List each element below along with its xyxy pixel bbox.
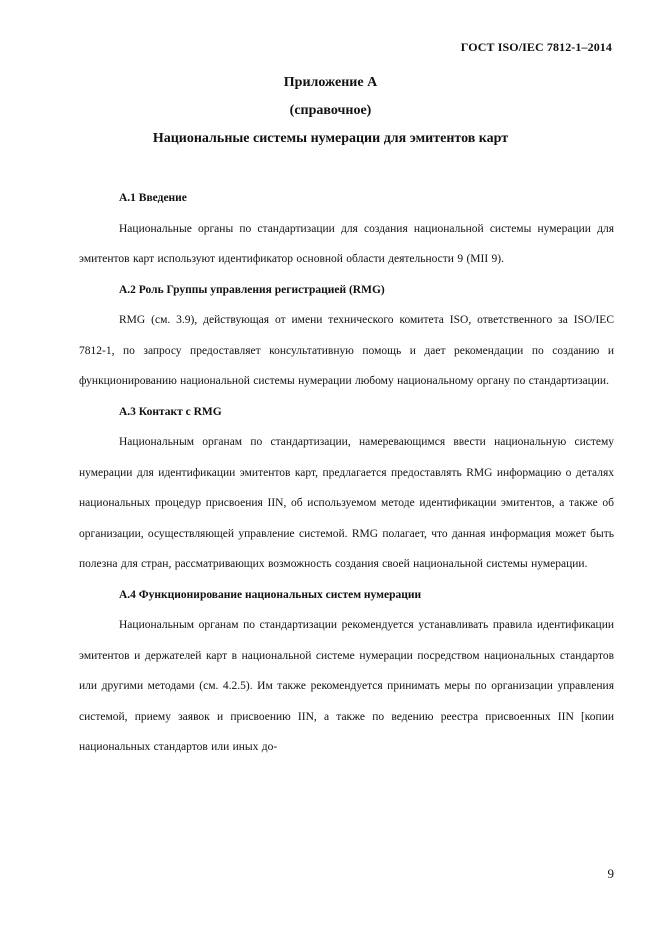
annex-subject: Национальные системы нумерации для эмитентов карт	[152, 131, 509, 146]
section-introduction	[79, 183, 614, 275]
section-national-systems	[79, 580, 614, 763]
annex-title: Приложение А	[283, 75, 378, 90]
section-rmg-contact	[79, 397, 614, 580]
section-heading: А.2 Роль Группы управления регистрацией (RMG)	[119, 283, 385, 296]
section-heading: А.1 Введение	[119, 192, 187, 204]
document-body	[79, 183, 614, 763]
annex-status: (справочное)	[289, 103, 372, 118]
page-number: 9	[607, 866, 614, 881]
section-paragraph: Национальным органам по стандартизации рекомендуется устанавливать правила идентификации эмитентов и держателей карт в национальной системе нумерации посредством национальных стандартов или другими методами (см. 4.2.5). Им также рекомендуется принимать меры по организации управления системой, приему заявок и присвоению IIN, а также по ведению реестра присвоенных IIN [копии национальных стандартов или иных до-	[79, 619, 614, 753]
section-paragraph: RMG (см. 3.9), действующая от имени технического комитета ISO, ответственного за ISO/IEC 7812-1, по запросу предоставляет консультативную помощь и дает рекомендации по созданию и функционированию национальной системы нумерации любому национальному органу по стандартизации.	[79, 314, 614, 387]
section-paragraph: Национальные органы по стандартизации для создания национальной системы нумерации для эмитентов карт используют идентификатор основной области деятельности 9 (MII 9).	[79, 222, 614, 265]
section-paragraph: Национальным органам по стандартизации, намеревающимся ввести национальную систему нумерации для идентификации эмитентов карт, предлагается предоставлять RMG информацию о деталях национальных процедур присвоения IIN, об используемом методе идентификации эмитентов, а также об организации, осуществляющей управление системой. RMG полагает, что данная информация может быть полезна для стран, рассматривающих возможность создания своей национальной системы нумерации.	[79, 436, 614, 570]
section-rmg-role	[79, 275, 614, 397]
section-heading: А.4 Функционирование национальных систем нумерации	[119, 588, 422, 601]
section-heading: А.3 Контакт с RMG	[119, 405, 222, 418]
standard-header: ГОСТ ISO/IEC 7812-1–2014	[460, 40, 612, 54]
annex-title-block	[79, 69, 582, 153]
